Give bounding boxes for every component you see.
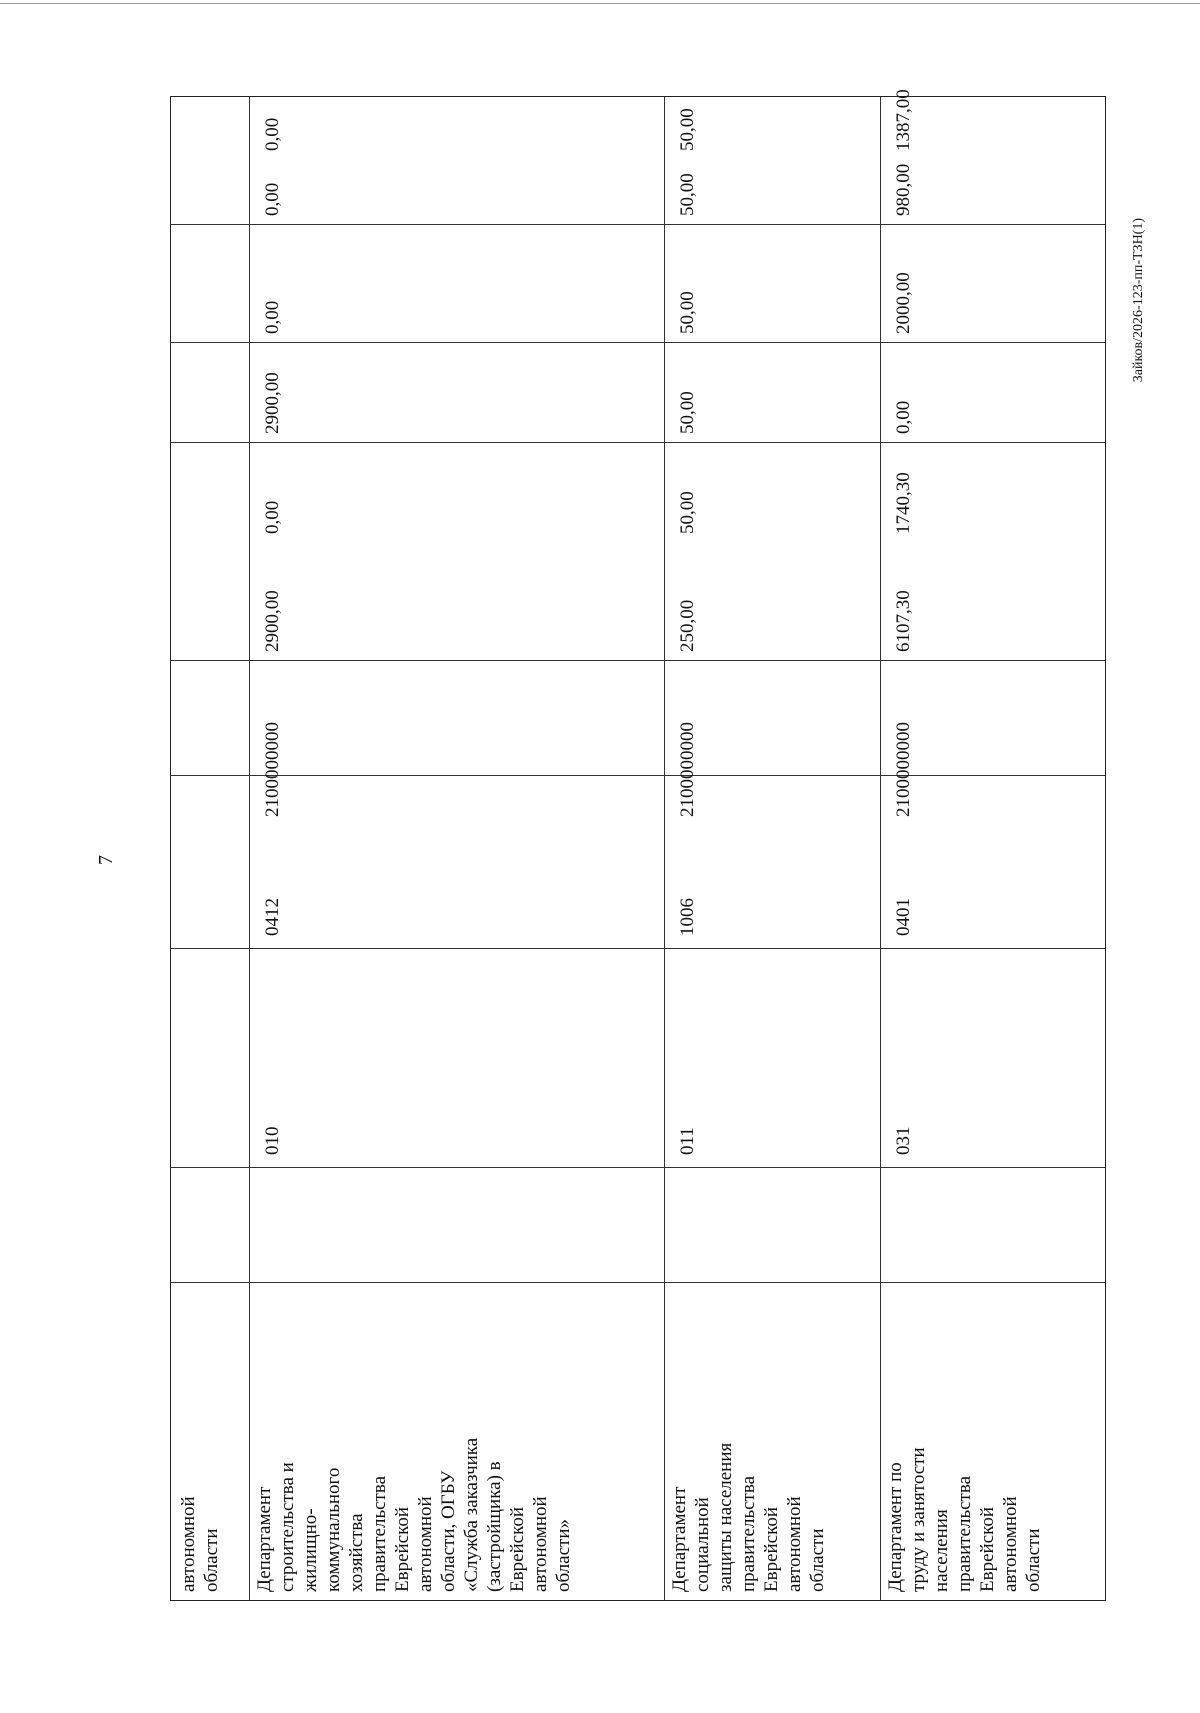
table-field-divider	[171, 948, 1105, 949]
table-field-divider	[171, 342, 1105, 343]
footer-code-text: Зайков/2026-123-пп-ТЗН(1)	[1131, 218, 1146, 383]
table-field-divider	[171, 775, 1105, 776]
table-row-divider	[880, 97, 881, 1600]
header-continuation-text: автономной области	[178, 1496, 222, 1592]
row-name-text: Департамент по труду и занятости населения правительства Еврейской автономной области	[885, 1447, 1044, 1592]
row-name-text: Департамент социальной защиты населения правительства Еврейской автономной области	[669, 1442, 828, 1592]
table-row-divider	[664, 97, 665, 1600]
table-field-divider	[171, 442, 1105, 443]
page-top-edge-line	[0, 3, 1200, 4]
page-number: 7	[95, 855, 117, 865]
table-field-divider	[171, 660, 1105, 661]
row-name-text: Департамент строительства и жилищно- коммунального хозяйства правительства Еврейской автономной области, ОГБУ «Служба заказчика (застройщика) в Еврейской автономной области»	[254, 1437, 574, 1592]
budget-table: автономной области Департамент строительства и жилищно- коммунального хозяйства правительства Еврейской автономной области, ОГБУ «Служба заказчика (застройщика) в Еврейской автономной области» 010 0412 2100000000 2900,00 0,00 2900,00 0,00 0,00 0,00 Департамент социальной защиты населения правительства Еврейской автономной области 011 1006 2100000000 250,00 50,00 50,00 50,00 50,00 50,00 Департамент по труду и занятости населения правительства Еврейской автономной области 031 0401 2100000000 6107,30 1740,30 0,00 2000,00 980,00 1387,00	[170, 96, 1106, 1601]
table-field-divider	[171, 1167, 1105, 1168]
table-field-divider	[171, 224, 1105, 225]
table-field-divider	[171, 1282, 1105, 1283]
table-row-divider	[249, 97, 250, 1600]
